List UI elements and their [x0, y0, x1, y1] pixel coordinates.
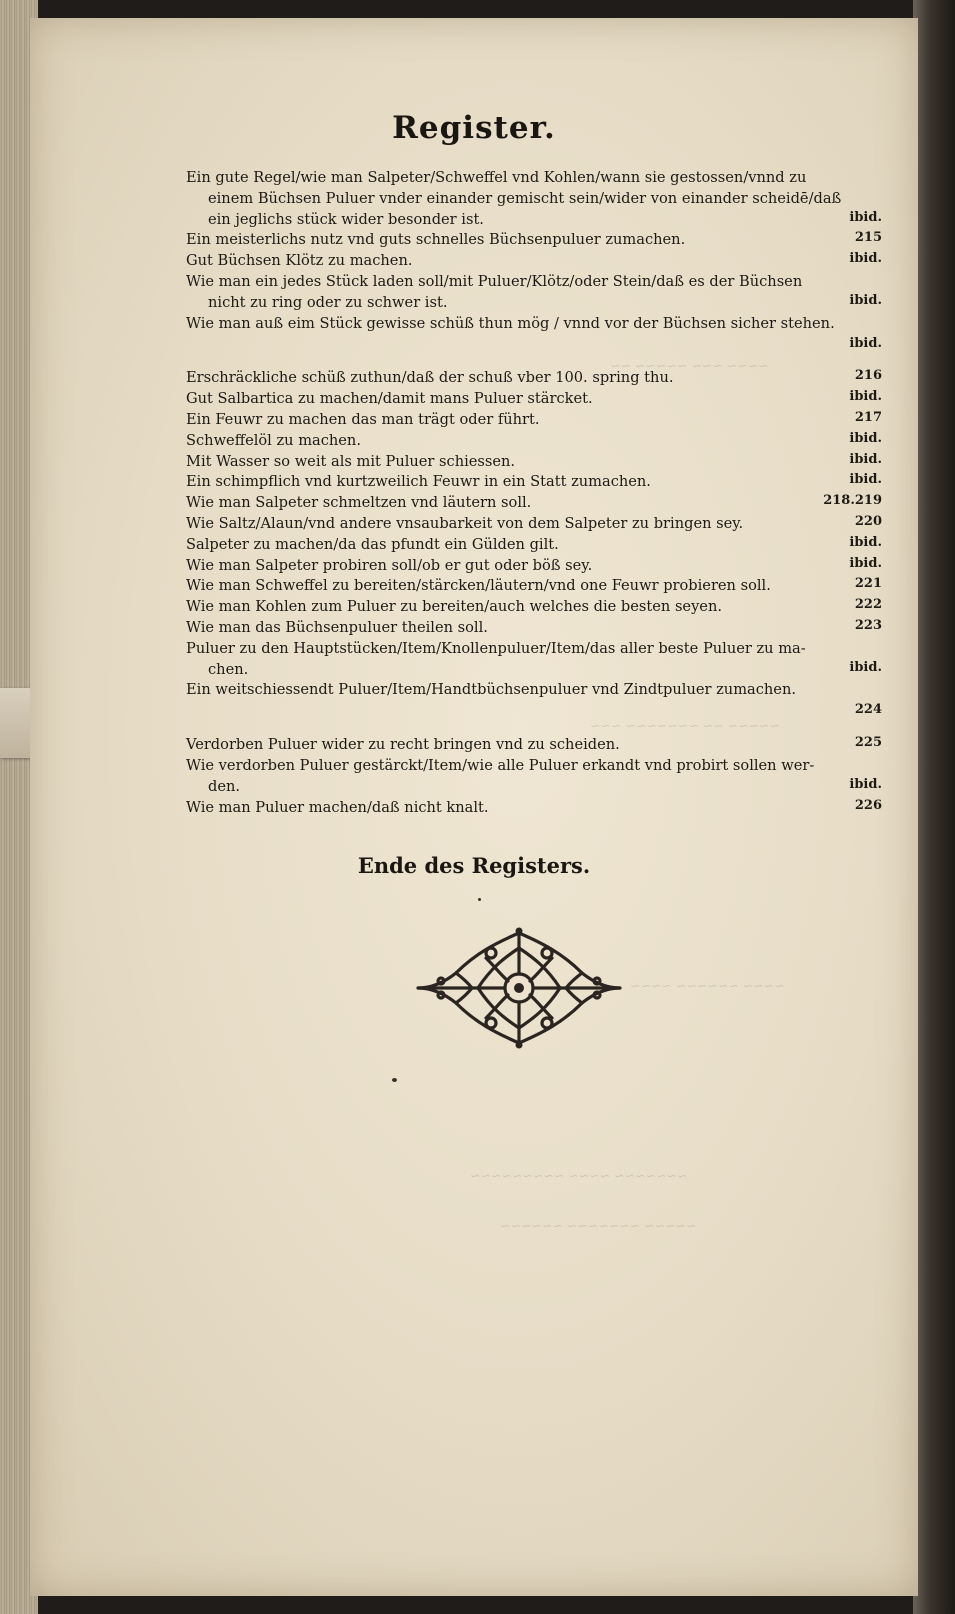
entry-text: Wie man Schweffel zu bereiten/stärcken/läutern/vnd one Feuwr probieren soll.	[186, 577, 771, 595]
entry-text: Ein schimpflich vnd kurtzweilich Feuwr in ein Statt zumachen.	[186, 473, 651, 491]
entry-text: Ein weitschiessendt Puluer/Item/Handtbüchsenpuluer vnd Zindtpuluer zumachen.	[186, 681, 796, 699]
entry-page-number: ibid.	[849, 451, 882, 467]
register-entry	[186, 535, 886, 556]
entry-page-number: 216	[854, 368, 882, 384]
ink-speck	[392, 1078, 397, 1082]
binding-shadow	[913, 0, 955, 1614]
register-entry	[186, 368, 886, 389]
entry-text: Wie man ein jedes Stück laden soll/mit Puluer/Klötz/oder Stein/daß es der Büchsen	[186, 272, 803, 290]
show-through-text: ~~~~~~~ ~~~~ ~~~~~~~~~	[470, 1168, 688, 1183]
register-entry	[186, 251, 886, 272]
entry-text: Wie man Puluer machen/daß nicht knalt.	[186, 798, 489, 816]
entry-page-number: 223	[854, 617, 882, 633]
entry-text: Erschräckliche schüß zuthun/daß der schuß vber 100. spring thu.	[186, 369, 674, 387]
entry-text: Wie man Salpeter probiren soll/ob er gut oder böß sey.	[186, 556, 593, 574]
entry-text: Wie man das Büchsenpuluer theilen soll.	[186, 618, 488, 636]
register-entry	[186, 597, 886, 618]
entry-page-number: 226	[854, 797, 882, 813]
register-entry	[186, 230, 886, 251]
entry-text: Mit Wasser so weit als mit Puluer schiessen.	[186, 452, 516, 470]
entry-page-number: ibid.	[849, 335, 882, 351]
register-entry	[186, 680, 886, 721]
ink-speck	[478, 898, 481, 901]
end-of-register-heading: Ende des Registers.	[357, 853, 591, 878]
entry-text: Gut Büchsen Klötz zu machen.	[186, 252, 413, 270]
entry-text: Wie verdorben Puluer gestärckt/Item/wie alle Puluer erkandt vnd probirt sollen wer-	[186, 756, 815, 774]
entry-text: Wie man auß eim Stück gewisse schüß thun mög / vnnd vor der Büchsen sicher stehen.	[186, 314, 835, 332]
entry-continuation: chen.	[208, 660, 249, 678]
entry-text: Salpeter zu machen/da das pfundt ein Gülden gilt.	[186, 535, 559, 553]
entry-text: Wie man Salpeter schmeltzen vnd läutern soll.	[186, 494, 532, 512]
register-entry	[186, 168, 886, 230]
entry-page-number: 222	[854, 597, 882, 613]
register-entry	[186, 556, 886, 577]
register-list	[186, 168, 886, 818]
entry-page-number: ibid.	[849, 776, 882, 792]
entry-page-number: ibid.	[849, 251, 882, 267]
entry-continuation: nicht zu ring oder zu schwer ist.	[208, 293, 448, 311]
register-entry	[186, 618, 886, 639]
register-entry	[186, 514, 886, 535]
show-through-text: ~~~~ ~~~ ~~~~~ ~~	[610, 358, 769, 373]
register-entry	[186, 472, 886, 493]
entry-text: Ein Feuwr zu machen das man trägt oder führt.	[186, 410, 540, 428]
page-title: Register.	[392, 110, 556, 146]
entry-page-number: 218.219	[823, 493, 882, 509]
entry-page-number: ibid.	[849, 472, 882, 488]
register-entry	[186, 493, 886, 514]
register-entry	[186, 735, 886, 756]
entry-page-number: ibid.	[849, 430, 882, 446]
entry-page-number: ibid.	[849, 209, 882, 225]
register-entry	[186, 410, 886, 431]
register-entry	[186, 798, 886, 819]
book-page	[30, 18, 918, 1596]
entry-page-number: ibid.	[849, 292, 882, 308]
entry-continuation: einem Büchsen Puluer vnder einander gemischt sein/wider von einander scheidē/daß	[208, 189, 842, 207]
entry-text: Wie man Kohlen zum Puluer zu bereiten/auch welches die besten seyen.	[186, 598, 722, 616]
show-through-text: ~~~~ ~~~~~~ ~~~~	[630, 978, 785, 993]
entry-text: Schweffelöl zu machen.	[186, 431, 361, 449]
register-entry	[186, 314, 886, 355]
entry-page-number: ibid.	[849, 659, 882, 675]
show-through-text: ~~~~~ ~~~~~~~ ~~~~~~	[500, 1218, 697, 1233]
entry-page-number: ibid.	[849, 389, 882, 405]
entry-page-number: 221	[854, 576, 882, 592]
entry-continuation: ein jeglichs stück wider besonder ist.	[208, 210, 484, 228]
register-entry	[186, 576, 886, 597]
entry-text: Puluer zu den Hauptstücken/Item/Knollenpuluer/Item/das aller beste Puluer zu ma-	[186, 639, 806, 657]
register-entry	[186, 389, 886, 410]
entry-text: Verdorben Puluer wider zu recht bringen vnd zu scheiden.	[186, 736, 620, 754]
entry-text: Ein gute Regel/wie man Salpeter/Schweffel vnd Kohlen/wann sie gestossen/vnnd zu	[186, 169, 807, 186]
register-entry	[186, 639, 886, 681]
entry-text: Gut Salbartica zu machen/damit mans Puluer stärcket.	[186, 390, 593, 408]
show-through-text: ~~~~~ ~~ ~~~~~~~ ~~~	[590, 718, 780, 733]
register-entry	[186, 431, 886, 452]
entry-page-number: 217	[854, 409, 882, 425]
entry-page-number: 224	[854, 702, 882, 718]
entry-text: Ein meisterlichs nutz vnd guts schnelles Büchsenpuluer zumachen.	[186, 231, 686, 249]
register-entry	[186, 452, 886, 473]
entry-page-number: 225	[854, 735, 882, 751]
register-entry	[186, 756, 886, 798]
entry-page-number: 215	[854, 230, 882, 246]
entry-page-number: ibid.	[849, 555, 882, 571]
entry-continuation: den.	[208, 777, 241, 795]
entry-page-number: ibid.	[849, 534, 882, 550]
entry-page-number: 220	[854, 513, 882, 529]
entry-text: Wie Saltz/Alaun/vnd andere vnsaubarkeit von dem Salpeter zu bringen sey.	[186, 514, 744, 532]
register-entry	[186, 272, 886, 314]
fleuron-ornament-icon	[416, 923, 622, 1053]
